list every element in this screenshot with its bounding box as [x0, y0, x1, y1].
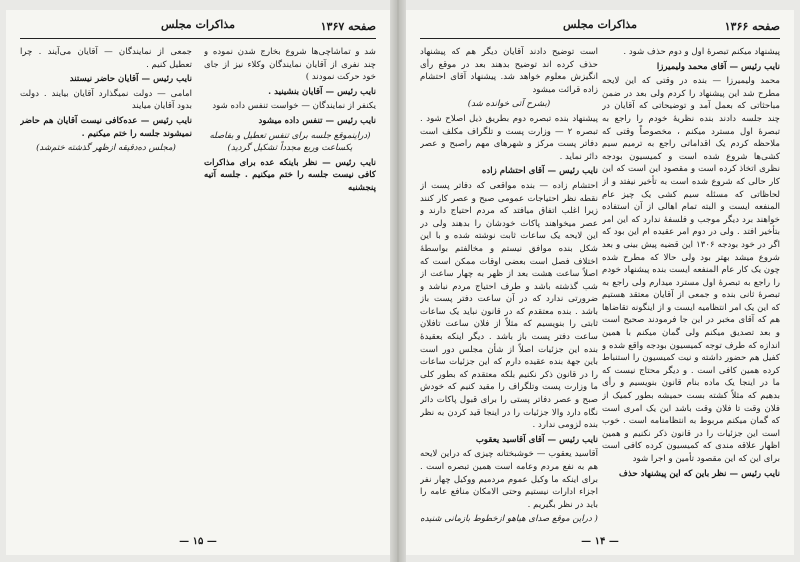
- left-page-column-left: [20, 46, 192, 529]
- left-page-number: — ۱۵ —: [179, 536, 217, 547]
- left-page: [6, 10, 390, 555]
- speaker-line: نایب رئیس — تنفس داده میشود: [258, 115, 376, 126]
- left-header-rule: [20, 38, 376, 39]
- transcript-note: (بشرح آتی خوانده شد): [467, 99, 551, 110]
- transcript-note: (مجلس ده‌دقیقه ازظهر گذشته ختم‌شد): [36, 143, 176, 154]
- left-page-columns: [20, 46, 376, 529]
- transcript-note: ( دراین موقع صدای هیاهو ازخطوط بازمانی شنیده: [420, 514, 598, 525]
- speaker-line: نایب رئیس — نظر باین که این پیشنهاد حذف: [619, 468, 780, 479]
- transcript-note: (دراینموقع جلسه برای تنفس تعطیل و بفاصله یکساعت وربع مجدداً تشکیل گردید): [209, 130, 371, 154]
- paragraph: احتشام زاده — بنده مواقعی که دفاتر پست از نقطه نظر احتیاجات عمومی صبح و عصر کار کنند زیرا اغلب اتفاق میافتد که مردم احتیاج دارند و عصر میخواهند پاکات خودشان را بدهند ولی در این لایحه یک ساعات ثابت نوشته شده و با این شکل بنده موافق نیستم و مخالفتم بواسطهٔ اختلاف فصل است بعضی اوقات ممکن است که اصلاً ساعت هشت بعد از ظهر به چهار ساعت از شب گذشته باشد و طرف احتیاج مردم نباشد و ضرورتی ندارد که در آن ساعت دفتر پست باز باشد . بنده معتقدم که در قانون نباید یک ساعات ثابتی را بنویسیم که مثلاً از فلان ساعت تافلان ساعت دفتر پست باز باشد . دیگر اینکه بعقیدهٔ بنده این جزئیات اصلاً از شأن مجلس دور است باین جهة بنده عقیده دارم که این جزئیات ساعات را در قانون ذکر نکنیم بلکه معتقدم که بطور کلی ما وزارت پست وتلگراف را مقید کنیم که خودش صبح و عصر دفاتر پستی را برای قبول پاکات دائر نگاه دارد والا جزئیات را در اینجا قید کردن به نظر بنده لزومی ندارد .: [420, 180, 598, 431]
- book-gutter: [390, 0, 406, 562]
- paragraph: است توضیح دادند آقایان دیگر هم که پیشنهاد حذف کرده اند توضیح بدهند بعد در موقع رأی انگیزش معلوم خواهد شد. پیشنهاد آقای احتشام زاده قرائت میشود: [420, 47, 598, 95]
- speaker-line: نایب رئیس — آقای احتشام زاده: [481, 166, 598, 177]
- speaker-line: نایب رئیس — آقایان بنشینید .: [268, 86, 376, 97]
- right-page-title: مذاکرات مجلس: [563, 18, 637, 31]
- paragraph: پیشنهاد میکنم تبصرهٔ اول و دوم حذف شود .: [623, 47, 780, 57]
- paragraph: جمعی از نمایندگان — آقایان می‌آیند . چرا تعطیل کنیم .: [20, 47, 192, 70]
- right-page-number: — ۱۴ —: [581, 536, 619, 547]
- paragraph: محمد ولیمیرزا — بنده در وقتی که این لایحه مطرح شد این پیشنهاد را کردم ولی بعد در ضمن مباحثاتی که بعمل آمد و توضیحاتی که آقایان در چند جلسه دادند بنده نظریهٔ خودم را راجع به تبصرهٔ اول مسترد میکنم ، مخصوصاً وقتی که ملاحظه کردم یک اقداماتی راجع به ترمیم سیم کشی‌ها شروع شده است و کمیسیون بودجه نظری اتخاذ کرده است و مقصود این است که این کار حالی که شروع شده است به تأخیر نیفتد و از لحاظاتی که مسئله سیم کشی یک چیز عام المنفعه ایست و البته تمام اهالی از آن استفاده خواهند برد دیگر موجب و فلسفهٔ ندارد که این امر بتأخیر افتد . ولی در دوم امر عقیده ام این بود که اگر در خود بودجه ۱۳۰۶ این قضیه پیش بینی و بعد شروع میشد بهتر بود ولی حالا که مطرح شده چون یک کار عام المنفعه ایست بنده پیشنهاد خودم را راجع به تبصرهٔ اول مسترد میدارم ولی راجع به تبصرهٔ ثانی بنده و جمعی از آقایان معتقد هستیم که این یک امر انتظامیه ایست و از اینگونه تقاضاها هم که آقای مخبر در این جا فرمودند صحیح است و بعد تصدیق میکنم ولی گمان میکنم با همین اندازه که طرف توجه کمیسیون بودجه واقع شده و کفیل هم حضور داشته و نیت کمیسیون را استنباط کرده همین کافی است . و دیگر محتاج نیست که ما در اینجا یک ماده بنام قانون بنویسیم و رأی بدهیم که مثلاً کشته بست حمیشه بطور کمیک از فلان وقت تا فلان وقت باشد این یک امری است که گمان میکنم مربوط به انتظامنامه است . خوب است این جزئیات را در قانون ذکر نکنیم و همین اظهار علاقه مندی که کمیسیون کرده کافی است برای این که این مقصود تأمین و اجرا شود: [602, 76, 780, 464]
- left-page-column-right: [204, 46, 376, 529]
- left-page-label: صفحه ۱۳۶۷: [320, 20, 376, 33]
- right-page: [406, 10, 794, 555]
- paragraph: آقاسید یعقوب — خوشبختانه چیزی که دراین لایحه هم به نفع مردم وعامه است همین تبصره است . برای اینکه ما وکیل عموم مردمیم ووکیل چهار نفر اجزاء ادارات نیستیم وحتی الامکان منافع عامه را باید در نظر بگیریم .: [420, 449, 598, 510]
- paragraph: شد و تماشاچی‌ها شروع بخارج شدن نموده و چند نفری از آقایان نمایندگان وکلاء نیز از جای خود حرکت نمودند ): [204, 47, 376, 83]
- left-page-title: مذاکرات مجلس: [161, 18, 235, 31]
- right-page-column-left: [420, 46, 598, 529]
- speaker-line: نایب رئیس — نظر باینکه عده برای مذاکرات کافی نیست جلسه را ختم میکنیم . جلسه آتیه پنجشنبه: [204, 157, 376, 193]
- speaker-line: نایب رئیس — آقای محمد ولیمیرزا: [656, 61, 780, 72]
- right-page-header: [420, 18, 780, 36]
- right-page-columns: [420, 46, 780, 529]
- paragraph: یکنفر از نمایندگان — خواست تنفس داده شود: [212, 101, 376, 112]
- speaker-line: نایب رئیس — آقایان حاضر نیستند: [69, 74, 192, 85]
- speaker-line: نایب رئیس — آقای آقاسید یعقوب: [475, 434, 598, 445]
- paragraph: پیشنهاد بنده تبصره دوم بطریق ذیل اصلاح شود . تبصره ۲ — وزارت پست و تلگراف مکلف است دفاتر پست مرکز و شهرهای مهم راصبح و عصر دائر نماید .: [420, 113, 598, 162]
- right-header-rule: [420, 38, 780, 39]
- left-page-header: [20, 18, 376, 36]
- speaker-line: نایب رئیس — عده‌کافی نیست آقایان هم حاضر نمیشوند جلسه را ختم میکنیم .: [20, 115, 192, 139]
- right-page-label: صفحه ۱۳۶۶: [724, 20, 780, 33]
- paragraph: امامی — دولت نمیگذارد آقایان بیایند . دولت بدود آقایان میایند: [20, 88, 192, 112]
- right-page-column-right: [602, 46, 780, 529]
